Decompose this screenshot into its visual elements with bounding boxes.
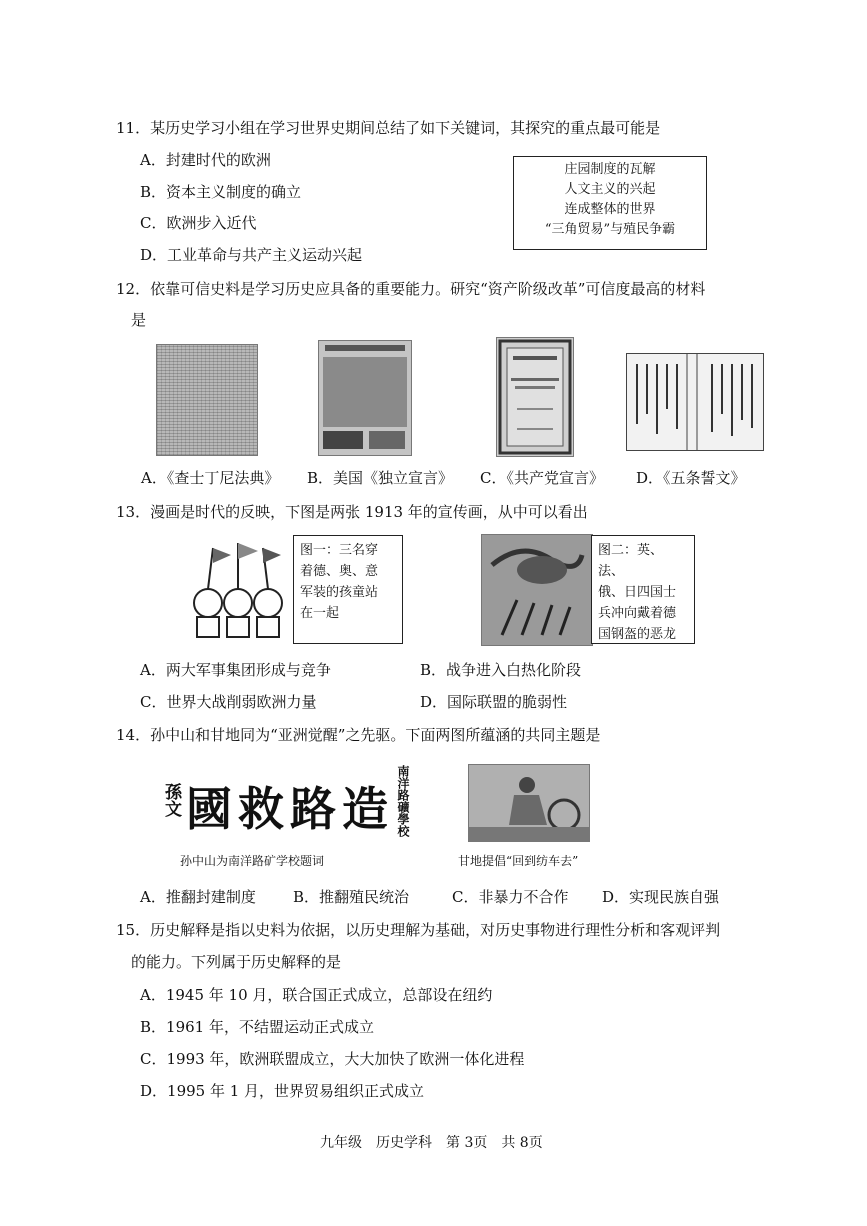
cartoon-1-caption-line: 着德、奥、意 — [300, 564, 379, 579]
q13-stem: 13．漫画是时代的反映，下图是两张 1913 年的宣传画，从中可以看出 — [116, 503, 588, 521]
q15-stem-line2: 的能力。下列属于历史解释的是 — [131, 953, 342, 971]
sun-yatsen-calligraphy — [160, 763, 416, 839]
q14-option-c: C．非暴力不合作 — [452, 888, 569, 906]
q11-option-d: D．工业革命与共产主义运动兴起 — [140, 246, 363, 264]
cartoon-1-caption-line: 军装的孩童站 — [300, 585, 379, 600]
calligraphy-school-name: 南洋路礦學校 — [396, 765, 410, 837]
q12-option-a: A．《查士丁尼法典》 — [141, 469, 280, 487]
q11-keyword: 人文主义的兴起 — [564, 182, 656, 197]
cartoon-2-caption — [591, 535, 695, 644]
q13-option-d: D．国际联盟的脆弱性 — [420, 693, 568, 711]
q13-option-c: C．世界大战削弱欧洲力量 — [140, 693, 317, 711]
q12-option-b: B．美国《独立宣言》 — [307, 469, 454, 487]
q13-option-b: B．战争进入白热化阶段 — [420, 661, 582, 679]
q11-keyword: “三角贸易”与殖民争霸 — [544, 222, 676, 237]
gandhi-spinning-art — [469, 765, 589, 841]
q15-option-b: B．1961 年，不结盟运动正式成立 — [140, 1018, 374, 1036]
calligraphy-signature: 孫文 — [161, 783, 181, 817]
q12-stem-line2: 是 — [131, 311, 147, 329]
q14-option-b: B．推翻殖民统治 — [293, 888, 410, 906]
justinian-code-image — [156, 344, 258, 456]
q11-option-a: A．封建时代的欧洲 — [140, 151, 271, 169]
q13-option-a: A．两大军事集团形成与竞争 — [140, 661, 331, 679]
q15-option-c: C．1993 年，欧洲联盟成立，大大加快了欧洲一体化进程 — [140, 1050, 525, 1068]
manifesto-cover-art — [497, 338, 573, 456]
q15-option-d: D．1995 年 1 月，世界贸易组织正式成立 — [140, 1082, 425, 1100]
q11-keyword: 庄园制度的瓦解 — [564, 162, 656, 177]
declaration-of-independence-image — [318, 340, 412, 456]
q14-stem: 14．孙中山和甘地同为“亚洲觉醒”之先驱。下面两图所蕴涵的共同主题是 — [116, 726, 601, 744]
cartoon-2-caption-line: 兵冲向戴着德 — [598, 606, 677, 621]
q14-caption-2: 甘地提倡“回到纺车去” — [458, 854, 579, 868]
oath-document-art — [627, 354, 763, 450]
q11-keyword-box — [513, 156, 707, 250]
communist-manifesto-image — [496, 337, 574, 457]
q12-option-d: D．《五条誓文》 — [636, 469, 746, 487]
calligraphy-text: 國救路造 — [186, 782, 394, 836]
q14-option-a: A．推翻封建制度 — [140, 888, 256, 906]
q11-keyword: 连成整体的世界 — [564, 202, 656, 217]
q12-stem-line1: 12．依靠可信史料是学习历史应具备的重要能力。研究“资产阶级改革”可信度最高的材料 — [116, 280, 706, 298]
children-cartoon-art — [183, 533, 293, 644]
page-footer: 九年级 历史学科 第 3页 共 8页 — [320, 1135, 543, 1151]
cartoon-1-caption-line: 在一起 — [300, 606, 340, 621]
q11-option-c: C．欧洲步入近代 — [140, 214, 257, 232]
five-charter-oath-image — [626, 353, 764, 451]
q14-caption-1: 孙中山为南洋路矿学校题词 — [180, 854, 325, 868]
q15-stem-line1: 15．历史解释是指以史料为依据，以历史理解为基础，对历史事物进行理性分析和客观评判 — [116, 921, 721, 939]
declaration-image-art — [319, 341, 411, 455]
cartoon-1-image — [183, 533, 293, 644]
q12-option-c: C．《共产党宣言》 — [480, 469, 604, 487]
q11-option-b: B．资本主义制度的确立 — [140, 183, 302, 201]
gandhi-spinning-image — [468, 764, 590, 842]
q11-stem: 11．某历史学习小组在学习世界史期间总结了如下关键词，其探究的重点最可能是 — [116, 119, 661, 137]
q14-option-d: D．实现民族自强 — [602, 888, 720, 906]
cartoon-2-caption-line: 俄、日四国士 — [598, 585, 677, 600]
cartoon-2-caption-line: 图二：英、法、 — [598, 543, 664, 579]
q15-option-a: A．1945 年 10 月，联合国正式成立，总部设在纽约 — [140, 986, 493, 1004]
cartoon-1-caption — [293, 535, 403, 644]
cartoon-2-caption-line: 国钢盔的恶龙 — [598, 627, 677, 642]
dragon-cartoon-art — [482, 535, 592, 645]
cartoon-1-caption-line: 图一：三名穿 — [300, 543, 379, 558]
cartoon-2-image — [481, 534, 593, 646]
